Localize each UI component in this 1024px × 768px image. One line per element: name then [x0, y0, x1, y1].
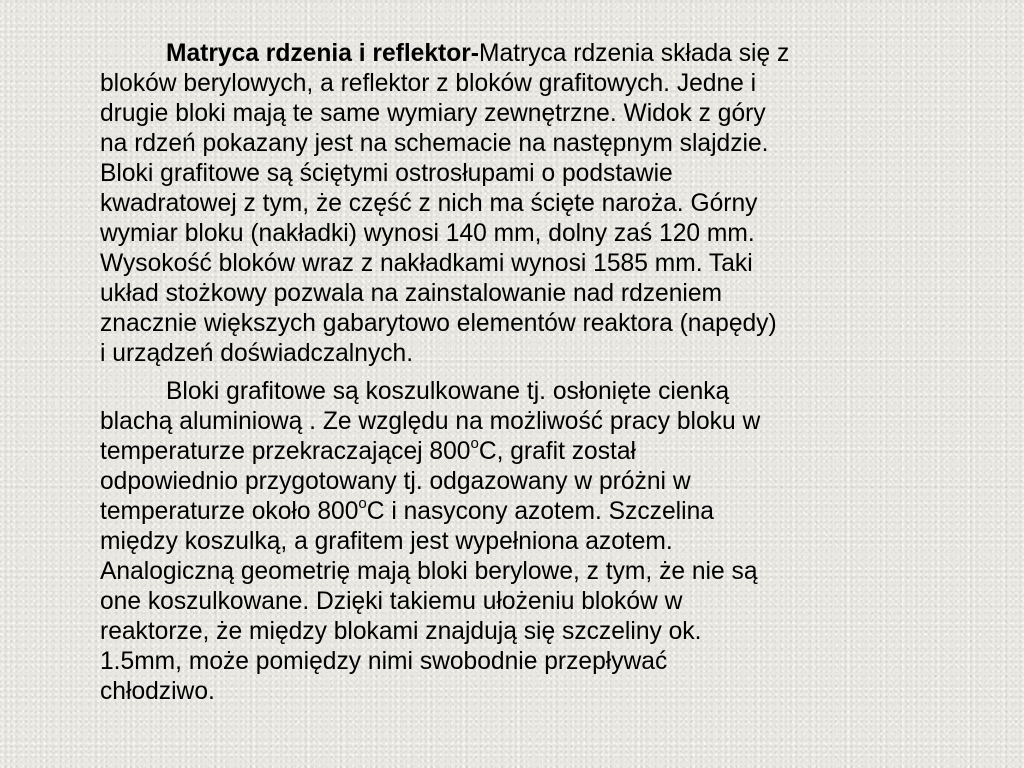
degree-superscript: o — [358, 494, 367, 512]
paragraph-graphite-blocks — [100, 377, 970, 707]
paragraph-text-part: C, grafit został odpowiednio przygotowany tj. odgazowany w próżni w temperaturze około 800 — [100, 438, 691, 525]
degree-superscript: o — [470, 434, 479, 452]
paragraph-text-part: C i nasycony azotem. Szczelina między koszulką, a grafitem jest wypełniona azotem. Analogiczną geometrię mają bloki berylowe, z tym, że nie są one koszulkowane. Dzięki takiemu ułożeniu bloków w reaktorze, że między blokami znajdują się szczeliny ok. 1.5mm, może pomiędzy nimi swobodnie przepływać chłodziwo. — [100, 498, 758, 705]
paragraph-body-text: Matryca rdzenia składa się z bloków berylowych, a reflektor z bloków grafitowych. Jedne i drugie bloki mają te same wymiary zewnętrzne. Widok z góry na rdzeń pokazany jest na schemacie na następnym slajdzie. Bloki grafitowe są ściętymi ostrosłupami o podstawie kwadratowej z tym, że część z nich ma ścięte naroża. Górny wymiar bloku (nakładki) wynosi 140 mm, dolny zaś 120 mm. Wysokość bloków wraz z nakładkami wynosi 1585 mm. Taki układ stożkowy pozwala na zainstalowanie nad rdzeniem znacznie większych gabarytowo elementów reaktora (napędy) i urządzeń doświadczalnych. — [100, 40, 790, 367]
paragraph-core-matrix — [100, 39, 970, 369]
paragraph-lead-heading: Matryca rdzenia i reflektor- — [166, 40, 479, 67]
slide-text-body — [100, 39, 970, 715]
paragraph-text-part: Bloki grafitowe są koszulkowane tj. osłonięte cienką blachą aluminiową . Ze względu na możliwość pracy bloku w temperaturze przekraczającej 800 — [100, 378, 761, 465]
